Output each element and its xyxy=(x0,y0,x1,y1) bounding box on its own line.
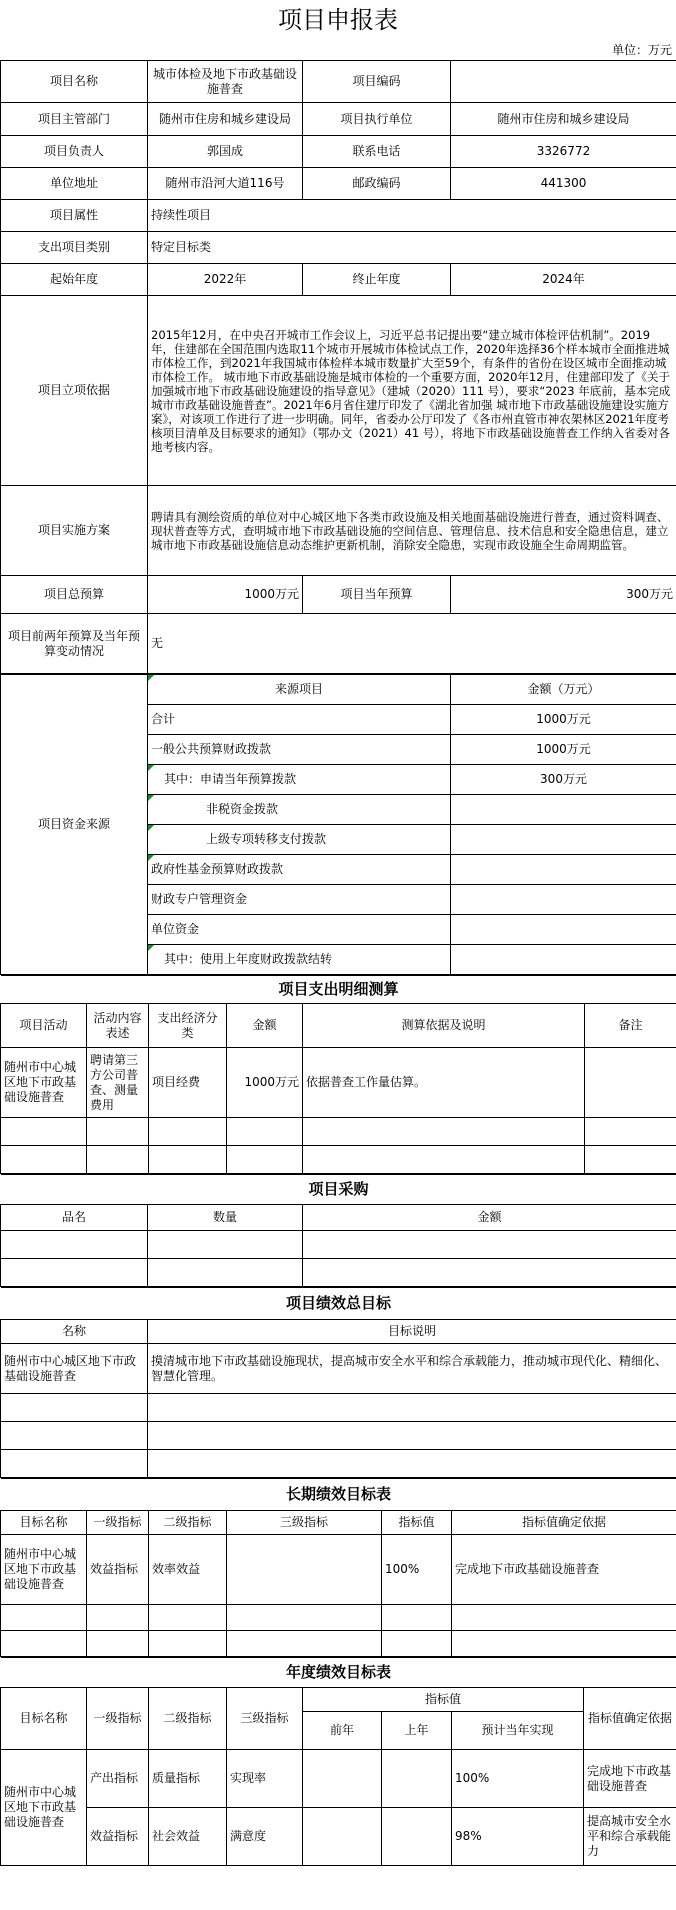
empty-cell xyxy=(1,1259,148,1287)
basis-text: 2015年12月，在中央召开城市工作会议上，习近平总书记提出要“建立城市体检评估机制”。2019年，住建部在全国范围内选取11个城市开展城市体检试点工作，2020年选择36个样本城市全面推进城市体检工作，到2021年我国城市体检样本城市数量扩大至59个，有条件的省份在设区城市全面推动城市体检工作。 城市地下市政基础设施是城市体检的一个重要方面，2020年12月，住建部印发了《关于加强城市地下市政基础设施建设的指导意见》（建城（2020）111 号），要求“2023 年底前，基本完成城市市政基础设施普查”。2021年6月省住建厅印发了《湖北省加强 城市地下市政基础设施建设实施方案》，对该项工作进行了进一步明确。同年，省委办公厅印发了《各市州直管市神农架林区2021年度考核项目清单及目标要求的通知》（鄂办文（2021）41 号），将地下市政基础设施普查工作纳入省委对各地考核内容。 xyxy=(148,296,676,486)
expense-header: 活动内容表述 xyxy=(87,1004,149,1048)
empty-cell xyxy=(87,1605,149,1631)
plan-label: 项目实施方案 xyxy=(1,486,148,576)
empty-cell xyxy=(585,1118,676,1146)
purchase-header: 金额 xyxy=(303,1205,676,1231)
budget-change-label: 项目前两年预算及当年预算变动情况 xyxy=(1,614,148,674)
funds-row-amount xyxy=(451,885,676,915)
funds-row-name: 上级专项转移支付拨款 xyxy=(148,825,451,855)
long-term-l1: 效益指标 xyxy=(87,1535,149,1605)
empty-cell xyxy=(149,1146,227,1174)
budget-change: 无 xyxy=(148,614,676,674)
long-term-value: 100% xyxy=(382,1535,452,1605)
perf-total-name: 随州市中心城区地下市政基础设施普查 xyxy=(1,1344,148,1394)
empty-cell xyxy=(227,1605,382,1631)
annual-expect: 98% xyxy=(452,1808,584,1866)
annual-header-l1: 一级指标 xyxy=(87,1688,149,1750)
empty-cell xyxy=(452,1631,676,1657)
funds-row-amount xyxy=(451,915,676,945)
total-budget: 1000万元 xyxy=(148,576,303,614)
funds-row-amount: 1000万元 xyxy=(451,735,676,765)
annual-header-l2: 二级指标 xyxy=(149,1688,227,1750)
owner: 郭国成 xyxy=(148,136,303,168)
annual-table xyxy=(0,1657,676,1866)
long-term-l2: 效率效益 xyxy=(149,1535,227,1605)
long-term-name: 随州市中心城区地下市政基础设施普查 xyxy=(1,1535,87,1605)
long-term-header: 指标值确定依据 xyxy=(452,1511,676,1535)
funds-row-name: 其中：使用上年度财政拨款结转 xyxy=(148,945,451,975)
empty-cell xyxy=(148,1422,676,1450)
empty-cell xyxy=(227,1631,382,1657)
funds-row-amount xyxy=(451,855,676,885)
empty-cell xyxy=(148,1231,303,1259)
annual-l1: 产出指标 xyxy=(87,1750,149,1808)
empty-cell xyxy=(303,1118,585,1146)
year-budget: 300万元 xyxy=(451,576,676,614)
annual-title: 年度绩效目标表 xyxy=(1,1658,676,1688)
long-term-header: 三级指标 xyxy=(227,1511,382,1535)
empty-cell xyxy=(1,1231,148,1259)
empty-cell xyxy=(149,1631,227,1657)
funds-row-amount: 1000万元 xyxy=(451,705,676,735)
funds-header-amount: 金额（万元） xyxy=(451,675,676,705)
empty-cell xyxy=(1,1118,87,1146)
annual-l3: 实现率 xyxy=(227,1750,303,1808)
exec-unit: 随州市住房和城乡建设局 xyxy=(451,103,676,136)
funds-row-amount xyxy=(451,945,676,975)
funds-table xyxy=(0,674,676,975)
long-term-header: 指标值 xyxy=(382,1511,452,1535)
empty-cell xyxy=(303,1146,585,1174)
empty-cell xyxy=(303,1259,676,1287)
project-code-label: 项目编码 xyxy=(303,61,451,103)
expense-amount: 1000万元 xyxy=(227,1048,303,1118)
annual-target-name: 随州市中心城区地下市政基础设施普查 xyxy=(1,1750,87,1866)
long-term-header: 一级指标 xyxy=(87,1511,149,1535)
empty-cell xyxy=(382,1605,452,1631)
project-name-label: 项目名称 xyxy=(1,61,148,103)
long-term-table xyxy=(0,1478,676,1657)
empty-cell xyxy=(1,1146,87,1174)
exec-label: 项目执行单位 xyxy=(303,103,451,136)
annual-expect: 100% xyxy=(452,1750,584,1808)
owner-label: 项目负责人 xyxy=(1,136,148,168)
addr: 随州市沿河大道116号 xyxy=(148,168,303,200)
annual-l2: 质量指标 xyxy=(149,1750,227,1808)
funds-row-name: 合计 xyxy=(148,705,451,735)
purchase-table xyxy=(0,1174,676,1287)
end-year: 2024年 xyxy=(451,264,676,296)
expense-title: 项目支出明细测算 xyxy=(1,976,676,1004)
empty-cell xyxy=(87,1631,149,1657)
perf-total-table xyxy=(0,1287,676,1478)
unit-label: 单位：万元 xyxy=(611,43,672,57)
annual-header-value: 指标值 xyxy=(303,1688,584,1712)
empty-cell xyxy=(227,1118,303,1146)
basis-label: 项目立项依据 xyxy=(1,296,148,486)
total-budget-label: 项目总预算 xyxy=(1,576,148,614)
expense-basis: 依据普查工作量估算。 xyxy=(303,1048,585,1118)
post-label: 邮政编码 xyxy=(303,168,451,200)
long-term-title: 长期绩效目标表 xyxy=(1,1479,676,1511)
purchase-header: 品名 xyxy=(1,1205,148,1231)
empty-cell xyxy=(149,1605,227,1631)
category-label: 支出项目类别 xyxy=(1,232,148,264)
perf-total-header: 名称 xyxy=(1,1320,148,1344)
empty-cell xyxy=(1,1631,87,1657)
expense-content: 聘请第三方公司普查、测量费用 xyxy=(87,1048,149,1118)
funds-row-amount xyxy=(451,825,676,855)
purchase-title: 项目采购 xyxy=(1,1175,676,1205)
empty-cell xyxy=(148,1394,676,1422)
perf-total-title: 项目绩效总目标 xyxy=(1,1288,676,1320)
purchase-header: 数量 xyxy=(148,1205,303,1231)
annual-header-prev2: 前年 xyxy=(303,1712,382,1750)
empty-cell xyxy=(1,1450,148,1478)
empty-cell xyxy=(149,1118,227,1146)
annual-l1: 效益指标 xyxy=(87,1808,149,1866)
document-title: 项目申报表 xyxy=(278,6,398,34)
annual-header-expect: 预计当年实现 xyxy=(452,1712,584,1750)
empty-cell xyxy=(1,1605,87,1631)
end-year-label: 终止年度 xyxy=(303,264,451,296)
funds-row-name: 一般公共预算财政拨款 xyxy=(148,735,451,765)
expense-note xyxy=(585,1048,676,1118)
empty-cell xyxy=(148,1450,676,1478)
funds-row-amount: 300万元 xyxy=(451,765,676,795)
empty-cell xyxy=(303,1231,676,1259)
empty-cell xyxy=(87,1118,149,1146)
annual-header-basis: 指标值确定依据 xyxy=(584,1688,676,1750)
empty-cell xyxy=(585,1146,676,1174)
basic-info-table xyxy=(0,60,676,674)
empty-cell xyxy=(87,1146,149,1174)
expense-header: 备注 xyxy=(585,1004,676,1048)
attr-label: 项目属性 xyxy=(1,200,148,232)
funds-row-name: 非税资金拨款 xyxy=(148,795,451,825)
post: 441300 xyxy=(451,168,676,200)
expense-class: 项目经费 xyxy=(149,1048,227,1118)
funds-row-name: 其中：申请当年预算拨款 xyxy=(148,765,451,795)
annual-basis: 提高城市安全水平和综合承载能力 xyxy=(584,1808,676,1866)
funds-row-amount xyxy=(451,795,676,825)
funds-header-source: 来源项目 xyxy=(148,675,451,705)
phone: 3326772 xyxy=(451,136,676,168)
phone-label: 联系电话 xyxy=(303,136,451,168)
annual-prev2 xyxy=(303,1808,382,1866)
perf-total-desc: 摸清城市地下市政基础设施现状，提高城市安全水平和综合承载能力，推动城市现代化、精细化、智慧化管理。 xyxy=(148,1344,676,1394)
empty-cell xyxy=(452,1605,676,1631)
long-term-header: 二级指标 xyxy=(149,1511,227,1535)
expense-header: 金额 xyxy=(227,1004,303,1048)
annual-prev1 xyxy=(382,1750,452,1808)
funds-row-name: 财政专户管理资金 xyxy=(148,885,451,915)
empty-cell xyxy=(227,1146,303,1174)
long-term-basis: 完成地下市政基础设施普查 xyxy=(452,1535,676,1605)
annual-header-name: 目标名称 xyxy=(1,1688,87,1750)
annual-basis: 完成地下市政基础设施普查 xyxy=(584,1750,676,1808)
expense-activity: 随州市中心城区地下市政基础设施普查 xyxy=(1,1048,87,1118)
dept: 随州市住房和城乡建设局 xyxy=(148,103,303,136)
annual-l3: 满意度 xyxy=(227,1808,303,1866)
attr: 持续性项目 xyxy=(148,200,676,232)
empty-cell xyxy=(148,1259,303,1287)
annual-header-prev1: 上年 xyxy=(382,1712,452,1750)
annual-prev2 xyxy=(303,1750,382,1808)
category: 特定目标类 xyxy=(148,232,676,264)
empty-cell xyxy=(1,1394,148,1422)
annual-l2: 社会效益 xyxy=(149,1808,227,1866)
expense-header: 项目活动 xyxy=(1,1004,87,1048)
empty-cell xyxy=(382,1631,452,1657)
funds-row-name: 政府性基金预算财政拨款 xyxy=(148,855,451,885)
project-code xyxy=(451,61,676,103)
expense-header: 测算依据及说明 xyxy=(303,1004,585,1048)
long-term-header: 目标名称 xyxy=(1,1511,87,1535)
funds-label: 项目资金来源 xyxy=(1,675,148,975)
funds-row-name: 单位资金 xyxy=(148,915,451,945)
plan-text: 聘请具有测绘资质的单位对中心城区地下各类市政设施及相关地面基础设施进行普查，通过资料调查、现状普查等方式，查明城市地下市政基础设施的空间信息、管理信息、技术信息和安全隐患信息，建立城市地下市政基础设施信息动态维护更新机制，消除安全隐患，实现市政设施全生命周期监管。 xyxy=(148,486,676,576)
year-budget-label: 项目当年预算 xyxy=(303,576,451,614)
expense-table xyxy=(0,975,676,1174)
empty-cell xyxy=(1,1422,148,1450)
addr-label: 单位地址 xyxy=(1,168,148,200)
dept-label: 项目主管部门 xyxy=(1,103,148,136)
project-name: 城市体检及地下市政基础设施普查 xyxy=(148,61,303,103)
perf-total-header: 目标说明 xyxy=(148,1320,676,1344)
start-year-label: 起始年度 xyxy=(1,264,148,296)
expense-header: 支出经济分类 xyxy=(149,1004,227,1048)
long-term-l3 xyxy=(227,1535,382,1605)
annual-prev1 xyxy=(382,1808,452,1866)
annual-header-l3: 三级指标 xyxy=(227,1688,303,1750)
start-year: 2022年 xyxy=(148,264,303,296)
